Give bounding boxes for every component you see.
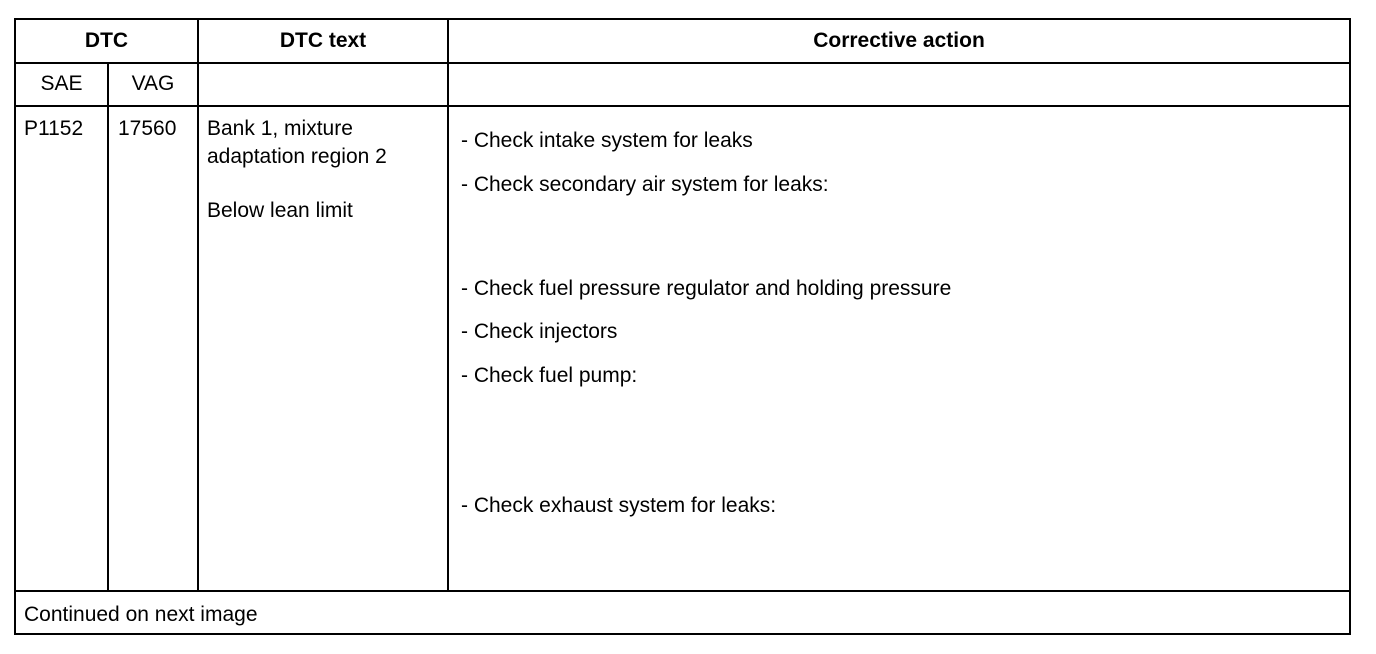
header-corrective-action: Corrective action: [813, 29, 985, 52]
row-divider-subheader: [16, 105, 1349, 107]
subheader-sae: SAE: [40, 72, 83, 95]
header-dtc-text: DTC text: [279, 29, 367, 52]
action-intake-leaks: - Check intake system for leaks: [461, 129, 753, 152]
action-fuel-pressure-regulator: - Check fuel pressure regulator and holding pressure: [461, 277, 952, 300]
sae-code: P1152: [24, 117, 84, 140]
row-divider-header: [16, 62, 1349, 64]
vag-code: 17560: [118, 117, 177, 140]
action-fuel-pump: - Check fuel pump:: [461, 364, 638, 387]
row-divider-footer: [16, 590, 1349, 592]
col-divider-sae-vag: [107, 64, 109, 592]
header-dtc: DTC: [84, 29, 129, 52]
action-secondary-air-leaks: - Check secondary air system for leaks:: [461, 173, 829, 196]
dtc-text-line-3: Below lean limit: [207, 199, 353, 222]
subheader-vag: VAG: [131, 72, 175, 95]
action-exhaust-leaks: - Check exhaust system for leaks:: [461, 494, 777, 517]
continued-note: Continued on next image: [24, 603, 258, 626]
dtc-table: [14, 18, 1351, 635]
dtc-text-line-2: adaptation region 2: [207, 145, 387, 168]
dtc-text-line-1: Bank 1, mixture: [207, 117, 353, 140]
action-injectors: - Check injectors: [461, 320, 618, 343]
